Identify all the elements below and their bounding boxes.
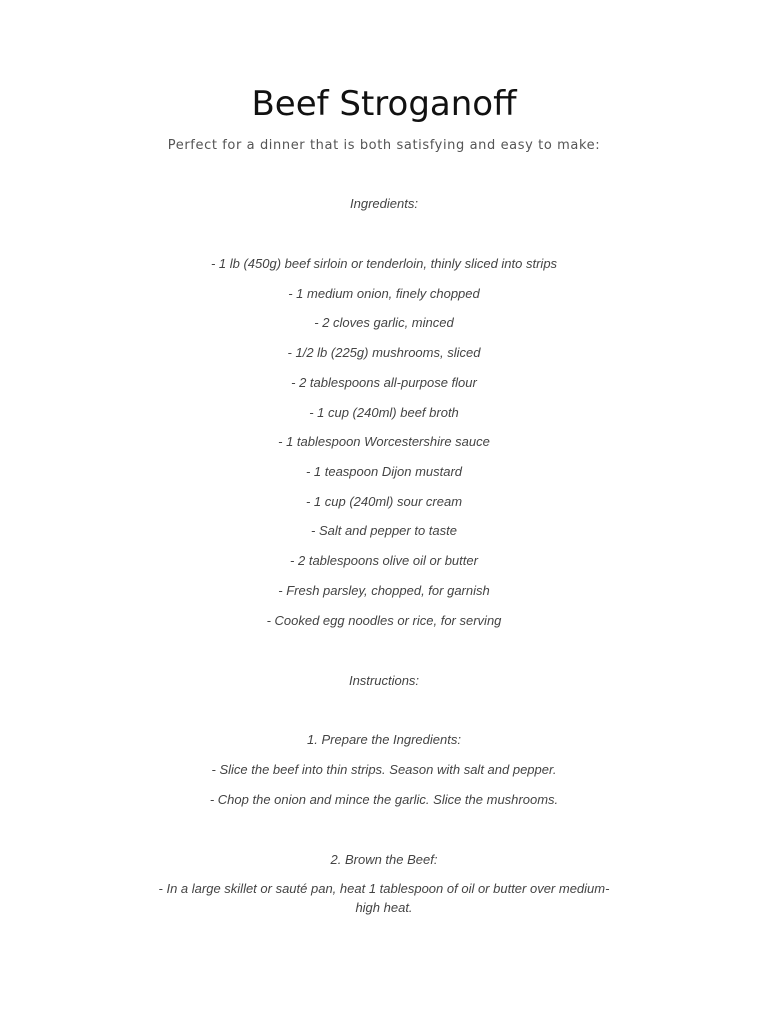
- page-subtitle: Perfect for a dinner that is both satisfying and easy to make:: [167, 138, 601, 153]
- ingredient-item: - Cooked egg noodles or rice, for serving: [266, 613, 502, 628]
- ingredient-item: - 1 tablespoon Worcestershire sauce: [278, 434, 490, 449]
- ingredient-item: - 1/2 lb (225g) mushrooms, sliced: [287, 345, 481, 360]
- step-heading: 2. Brown the Beef:: [330, 852, 438, 867]
- ingredient-item: - 1 cup (240ml) beef broth: [309, 405, 459, 420]
- instructions-heading: Instructions:: [348, 673, 420, 688]
- ingredient-item: - Fresh parsley, chopped, for garnish: [278, 583, 490, 598]
- page-title: Beef Stroganoff: [251, 84, 517, 124]
- ingredient-item: - 1 lb (450g) beef sirloin or tenderloin, thinly sliced into strips: [210, 256, 558, 271]
- step-line: - In a large skillet or sauté pan, heat 1 tablespoon of oil or butter over medium-high heat.: [158, 881, 610, 915]
- ingredient-item: - 2 tablespoons all-purpose flour: [291, 375, 477, 390]
- step-line: - Chop the onion and mince the garlic. Slice the mushrooms.: [209, 792, 559, 807]
- step-heading: 1. Prepare the Ingredients:: [307, 732, 461, 747]
- ingredient-item: - 1 cup (240ml) sour cream: [305, 494, 463, 509]
- ingredient-item: - 2 tablespoons olive oil or butter: [290, 553, 478, 568]
- step-line: - Slice the beef into thin strips. Season with salt and pepper.: [211, 762, 557, 777]
- ingredients-heading: Ingredients:: [350, 196, 418, 211]
- ingredient-item: - 2 cloves garlic, minced: [314, 315, 454, 330]
- ingredient-item: - Salt and pepper to taste: [311, 523, 457, 538]
- ingredient-item: - 1 medium onion, finely chopped: [288, 286, 480, 301]
- ingredient-item: - 1 teaspoon Dijon mustard: [305, 464, 463, 479]
